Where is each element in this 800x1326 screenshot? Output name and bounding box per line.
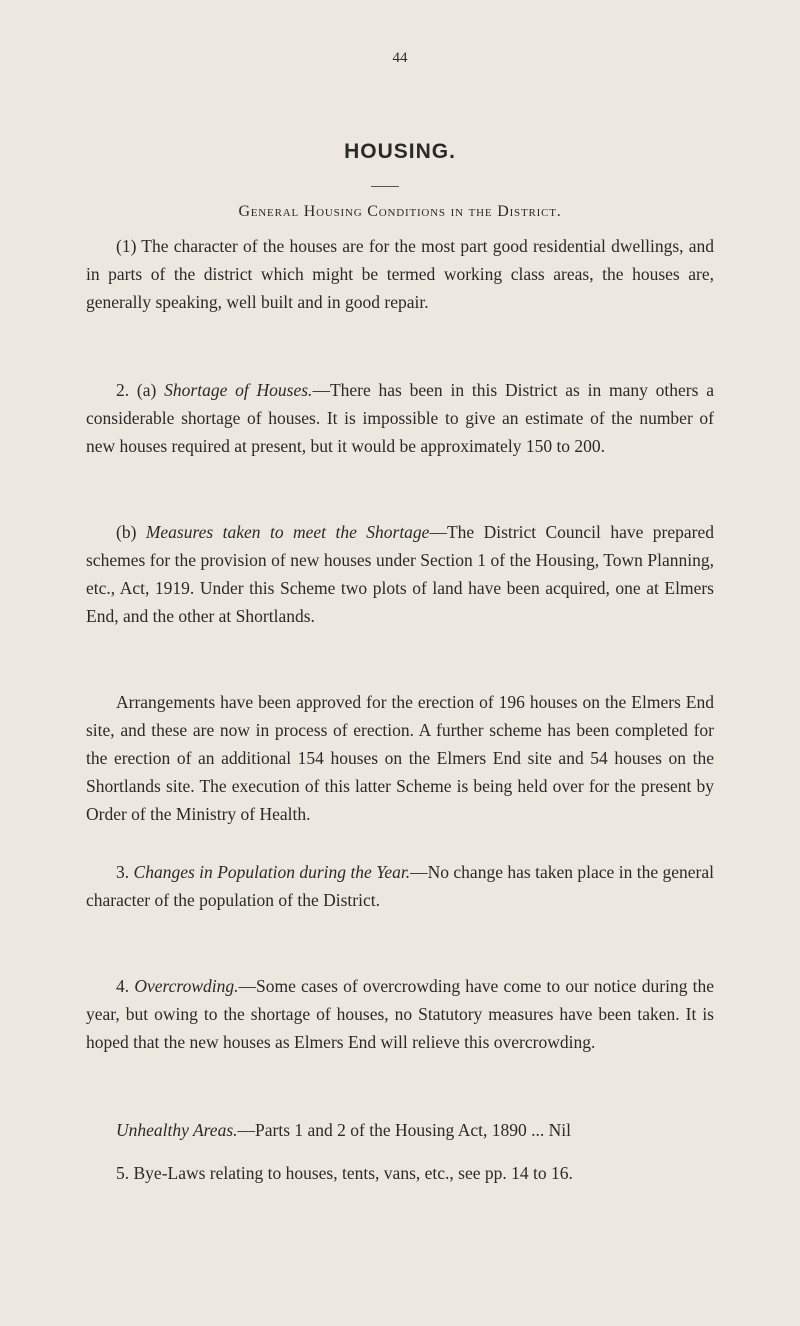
title-rule bbox=[371, 186, 399, 187]
paragraph-prefix: 4. bbox=[116, 975, 135, 996]
paragraph-overcrowding bbox=[86, 972, 714, 1056]
page-title: HOUSING. bbox=[344, 140, 456, 163]
paragraph-measures-taken bbox=[86, 518, 714, 630]
paragraph-text: —Parts 1 and 2 of the Housing Act, 1890 ... Nil bbox=[237, 1119, 571, 1140]
paragraph-text: 5. Bye-Laws relating to houses, tents, vans, etc., see pp. 14 to 16. bbox=[116, 1162, 573, 1183]
paragraph-heading: Shortage of Houses. bbox=[164, 379, 313, 400]
paragraph-text: Arrangements have been approved for the erection of 196 houses on the Elmers End site, and these are now in process of erection. A further scheme has been completed for the erection of an additional 154 houses on the Elmers End site and 54 houses on the Shortlands site. The execution of this latter Scheme is being held over for the present by Order of the Ministry of Health. bbox=[86, 691, 714, 824]
paragraph-changes-in-population bbox=[86, 858, 714, 914]
paragraph-heading: Overcrowding. bbox=[134, 975, 239, 996]
paragraph-text: —Some cases of overcrowding have come to our notice during the year, but owing to the shortage of houses, no Statutory measures have been taken. It is hoped that the new houses as Elmers End will relieve this overcrowding. bbox=[86, 975, 714, 1052]
paragraph-bye-laws bbox=[86, 1159, 714, 1187]
paragraph-unhealthy-areas bbox=[86, 1116, 714, 1144]
section-subtitle: General Housing Conditions in the District. bbox=[238, 203, 562, 220]
paragraph-text: —There has been in this District as in many others a considerable shortage of houses. It is impossible to give an estimate of the number of new houses required at present, but it would be approximately 150 to 200. bbox=[86, 379, 715, 456]
paragraph-arrangements bbox=[86, 688, 714, 828]
paragraph-heading: Measures taken to meet the Shortage bbox=[145, 521, 430, 542]
paragraph-text: (1) The character of the houses are for the most part good residential dwellings, and in parts of the district which might be termed working class areas, the houses are, generally speaking, well built and in good repair. bbox=[86, 235, 714, 312]
paragraph-text: —The District Council have prepared schemes for the provision of new houses under Section 1 of the Housing, Town Planning, etc., Act, 1919. Under this Scheme two plots of land have been acquired, one at Elmers End, and the other at Shortlands. bbox=[86, 521, 714, 626]
paragraph-prefix: 2. (a) bbox=[116, 379, 165, 400]
page-number: 44 bbox=[392, 50, 408, 66]
paragraph-heading: Changes in Population during the Year. bbox=[133, 861, 411, 882]
paragraph-character-of-houses bbox=[86, 232, 714, 316]
paragraph-prefix: 3. bbox=[116, 861, 134, 882]
paragraph-text: —No change has taken place in the general character of the population of the District. bbox=[86, 861, 714, 910]
paragraph-shortage-of-houses bbox=[86, 376, 714, 460]
paragraph-heading: Unhealthy Areas. bbox=[116, 1119, 238, 1140]
paragraph-prefix: (b) bbox=[116, 521, 146, 542]
